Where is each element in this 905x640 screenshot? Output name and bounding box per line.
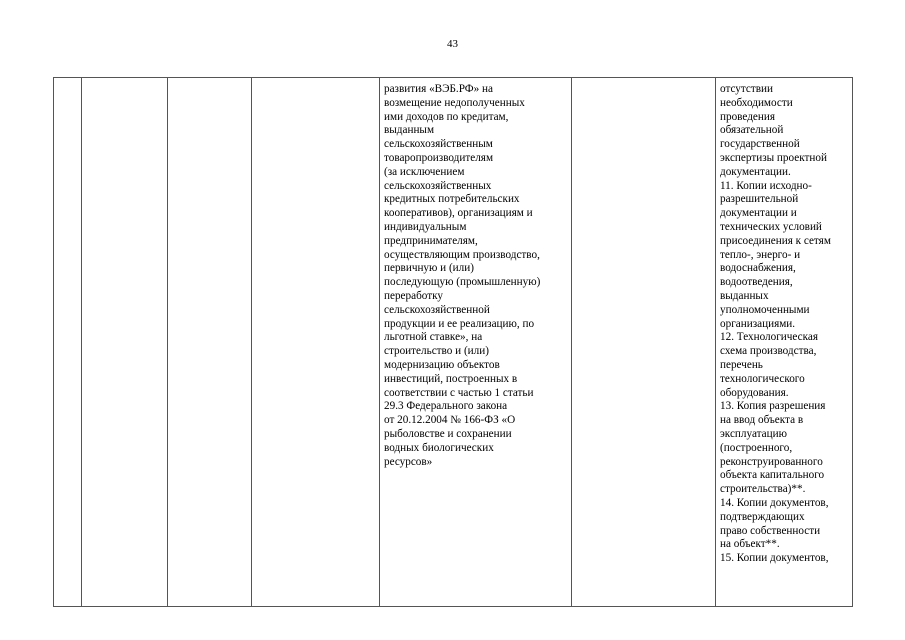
column-divider bbox=[379, 78, 380, 606]
page-number: 43 bbox=[447, 38, 458, 50]
column-divider bbox=[167, 78, 168, 606]
column-divider bbox=[251, 78, 252, 606]
table-cell-subsidy-purpose: развития «ВЭБ.РФ» на возмещение недополученных ими доходов по кредитам, выданным сельскохозяйственным товаропроизводителям (за исключением сельскохозяйственных кредитных потребительских кооперативов), организациям и индивидуальным предпринимателям, осуществляющим производство, первичную и (или) последующую (промышленную) переработку сельскохозяйственной продукции и ее реализацию, по льготной ставке», на строительство и (или) модернизацию объектов инвестиций, построенных в соответствии с частью 1 статьи 29.3 Федерального закона от 20.12.2004 № 166-ФЗ «О рыболовстве и сохранении водных биологических ресурсов» bbox=[384, 83, 541, 468]
document-table bbox=[53, 77, 853, 607]
table-cell-required-documents: отсутствии необходимости проведения обязательной государственной экспертизы проектной документации. 11. Копии исходно- разрешительной документации и технических условий присоединения к сетям тепло-, энерго- и водоснабжения, водоотведения, выданных уполномоченными организациями. 12. Технологическая схема производства, перечень технологического оборудования. 13. Копия разрешения на ввод объекта в эксплуатацию (построенного, реконструированного объекта капитального строительства)**. 14. Копии документов, подтверждающих право собственности на объект**. 15. Копии документов, bbox=[720, 83, 831, 565]
column-divider bbox=[81, 78, 82, 606]
column-divider bbox=[571, 78, 572, 606]
column-divider bbox=[715, 78, 716, 606]
